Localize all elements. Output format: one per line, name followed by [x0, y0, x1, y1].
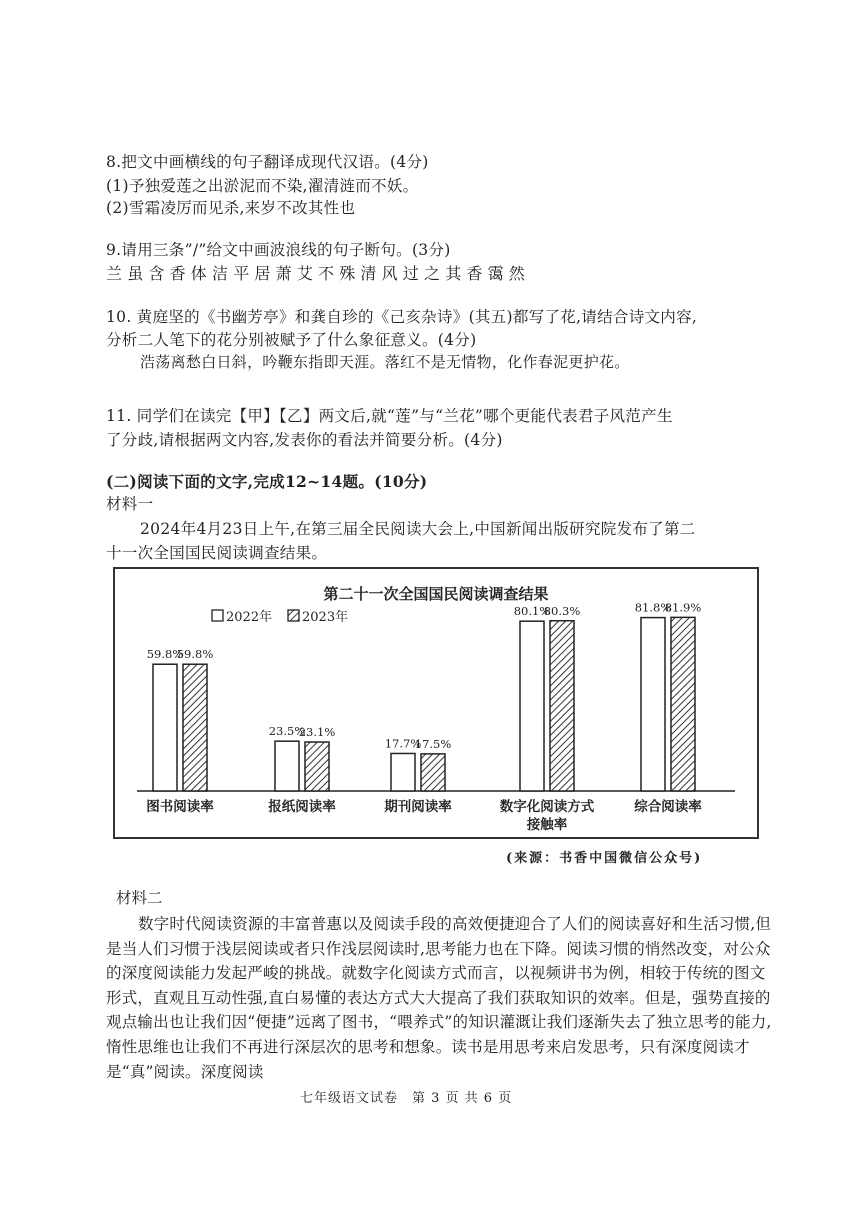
- category-label-4: 综合阅读率: [634, 799, 702, 815]
- data-label-2022-0: 59.8%: [146, 647, 184, 662]
- q11-line-2: 了分歧,请根据两文内容,发表你的看法并简要分析。(4分): [106, 431, 503, 449]
- material-2-label: 材料二: [116, 889, 163, 907]
- data-label-2022-3: 80.1%: [513, 604, 551, 619]
- bar-2022-2: [391, 753, 415, 791]
- q9-title: 9.请用三条”/”给文中画波浪线的句子断句。(3分): [106, 241, 451, 259]
- data-label-2023-2: 17.5%: [414, 736, 452, 751]
- bar-2022-3: [520, 621, 544, 791]
- bar-2023-1: [305, 742, 329, 791]
- material-2-text: 数字时代阅读资源的丰富普惠以及阅读手段的高效便捷迎合了人们的阅读喜好和生活习惯,但是当人们习惯于浅层阅读或者只作浅层阅读时,思考能力也在下降。阅读习惯的悄然改变，对公众的深度阅读能力发起严峻的挑战。就数字化阅读方式而言，以视频讲书为例，相较于传统的图文形式，直观且互动性强,直白易懂的表达方式大大提高了我们获取知识的效率。但是，强势直接的观点输出也让我们因“便捷”远离了图书，“喂养式”的知识灌溉让我们逐渐失去了独立思考的能力,惰性思维也让我们不再进行深层次的思考和想象。读书是用思考来启发思考，只有深度阅读才是“真”阅读。深度阅读: [106, 915, 772, 1081]
- material-1-line-2: 十一次全国国民阅读调查结果。: [106, 544, 328, 562]
- q8-sentence-1: (1)予独爱莲之出淤泥而不染,濯清涟而不妖。: [106, 177, 419, 195]
- chart-title: 第二十一次全国国民阅读调查结果: [323, 585, 549, 603]
- data-label-2022-1: 23.5%: [268, 724, 306, 739]
- data-label-2023-3: 80.3%: [543, 603, 581, 618]
- category-label-1: 报纸阅读率: [268, 799, 336, 815]
- section-heading: (二)阅读下面的文字,完成12~14题。(10分): [106, 472, 428, 491]
- q8-title: 8.把文中画横线的句子翻译成现代汉语。(4分): [106, 153, 429, 171]
- category-label-3: 接触率: [526, 817, 568, 833]
- legend-swatch-2023: [288, 610, 299, 621]
- q10-line-1: 10. 黄庭坚的《书幽芳亭》和龚自珍的《己亥杂诗》(其五)都写了花,请结合诗文内容,: [106, 308, 698, 326]
- data-label-2023-4: 81.9%: [664, 600, 702, 615]
- material-1-label: 材料一: [106, 495, 154, 513]
- bar-2023-2: [421, 754, 445, 791]
- data-label-2022-4: 81.8%: [634, 600, 672, 615]
- data-label-2023-0: 59.8%: [176, 647, 214, 662]
- legend-label-2023: 2023年: [302, 610, 349, 625]
- bar-2022-0: [153, 664, 177, 791]
- chart-source: (来源：书香中国微信公众号): [506, 851, 703, 866]
- q9-sentence: 兰虽含香体洁平居萧艾不殊清风过之其香霭然: [106, 264, 531, 283]
- category-label-2: 期刊阅读率: [384, 799, 452, 815]
- bar-2023-3: [550, 621, 574, 791]
- q10-poem: 浩荡离愁白日斜，吟鞭东指即天涯。落红不是无情物，化作春泥更护花。: [140, 353, 630, 371]
- chart-svg: [115, 569, 757, 837]
- bar-2023-4: [671, 617, 695, 791]
- material-1-line-1: 2024年4月23日上午,在第三届全民阅读大会上,中国新闻出版研究院发布了第二: [140, 520, 696, 538]
- bar-2022-4: [641, 618, 665, 791]
- bar-2023-0: [183, 664, 207, 791]
- category-label-3: 数字化阅读方式: [499, 799, 595, 815]
- page-footer: 七年级语文试卷 第 3 页 共 6 页: [300, 1091, 513, 1106]
- legend-swatch-2022: [212, 610, 223, 621]
- reading-survey-chart: [113, 567, 759, 839]
- bar-2022-1: [275, 741, 299, 791]
- material-2-paragraph: [106, 912, 776, 1084]
- data-label-2023-1: 23.1%: [298, 725, 336, 740]
- q8-sentence-2: (2)雪霜凌厉而见杀,来岁不改其性也: [106, 199, 356, 217]
- category-label-0: 图书阅读率: [146, 799, 214, 815]
- legend-label-2022: 2022年: [226, 610, 273, 625]
- q10-line-2: 分析二人笔下的花分别被赋予了什么象征意义。(4分): [106, 331, 477, 349]
- data-label-2022-2: 17.7%: [384, 736, 422, 751]
- q11-line-1: 11. 同学们在读完【甲】【乙】两文后,就“莲”与“兰花”哪个更能代表君子风范产生: [106, 407, 673, 425]
